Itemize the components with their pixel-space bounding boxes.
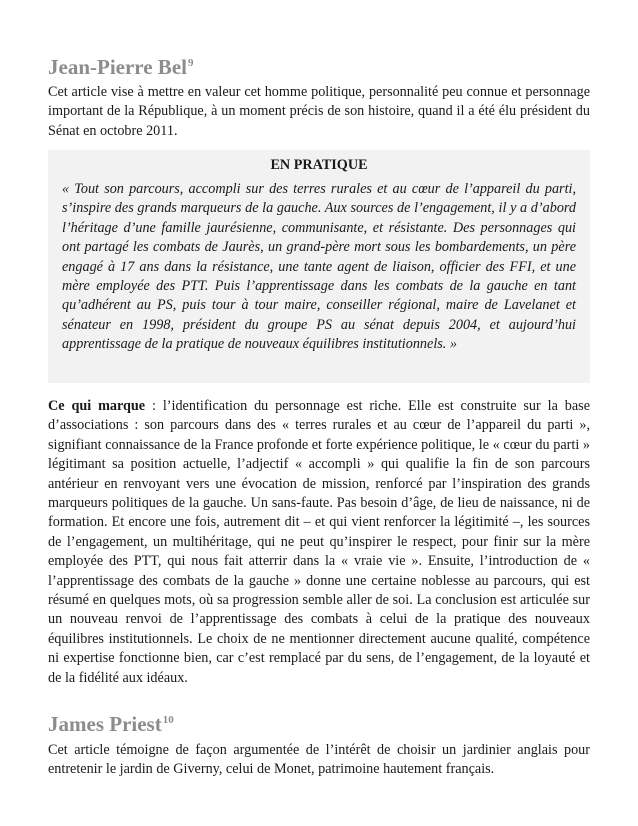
box-title: EN PRATIQUE	[270, 157, 368, 173]
analysis-paragraph	[48, 397, 590, 688]
intro-paragraph: Cet article vise à mettre en valeur cet homme politique, personnalité peu connue et personnage important de la République, à un moment précis de son histoire, quand il a été élu président du Sénat en octobre 2011.	[48, 84, 590, 139]
section-heading-james-priest	[48, 712, 174, 736]
intro-paragraph-2: Cet article témoigne de façon argumentée de l’intérêt de choisir un jardinier anglais pour entretenir le jardin de Giverny, celui de Monet, patrimoine hautement français.	[48, 742, 590, 778]
footnote-marker: 10	[162, 714, 174, 726]
analysis-label: Ce qui marque	[48, 398, 146, 414]
heading-text: James Priest	[48, 712, 162, 736]
heading-text: Jean-Pierre Bel	[48, 55, 187, 79]
analysis-text: : l’identification du personnage est riche. Elle est construite sur la base d’associations : son parcours dans des « terres rurales et au cœur de l’appareil du parti », signifiant connaissance de la France profonde et forte expérience politique, le « cœur du parti » légitimant sa position actuelle, l’adjectif « accompli » qui qualifie la fin de son parcours antérieur en renvoyant vers une évocation de mission, renforcé par l’inspiration des grands marqueurs politiques de la gauche. Un sans-faute. Pas besoin d’âge, de lieu de naissance, ni de formation. Et encore une fois, autrement dit – et qui vient renforcer la légitimité –, les sources de l’engagement, un multihéritage, qui ne peut qu’inspirer le respect, pour finir sur la mère employée des PTT, qui nous fait atterrir dans la « vraie vie ». Ensuite, l’introduction de « l’apprentissage des combats de la gauche » donne une certaine noblesse au parcours, qui est résumé en quelques mots, où sa progression semble aller de soi. La conclusion est articulée sur un nouveau renvoi de l’apprentissage des combats à celui de la pratique des nouveaux équilibres institutionnels. Le choix de ne mentionner directement aucune qualité, compétence ni expertise fonctionne bien, car c’est remplacé par du sens, de l’engagement, de la loyauté et de la fidélité aux idéaux.	[48, 398, 591, 686]
section-heading-jean-pierre-bel	[48, 55, 193, 79]
box-quote: « Tout son parcours, accompli sur des terres rurales et au cœur de l’appareil du parti, s’inspire des grands marqueurs de la gauche. Aux sources de l’engagement, il y a d’abord l’héritage d’une famille jaurésienne, communisante, et résistante. Des personnages qui ont partagé les combats de Jaurès, un grand-père mort sous les bombardements, un père engagé à 17 ans dans la résistance, une tante agent de liaison, officier des FFI, et une mère employée des PTT. Puis l’apprentissage dans les combats de la gauche en tant qu’adhérent au PS, puis tour à tour maire, conseiller régional, maire de Lavelanet et sénateur en 1998, président du groupe PS au sénat depuis 2004, et aujourd’hui apprentissage de la pratique de nouveaux équilibres institutionnels. »	[62, 181, 576, 353]
footnote-marker: 9	[187, 57, 194, 69]
en-pratique-box	[48, 150, 590, 383]
